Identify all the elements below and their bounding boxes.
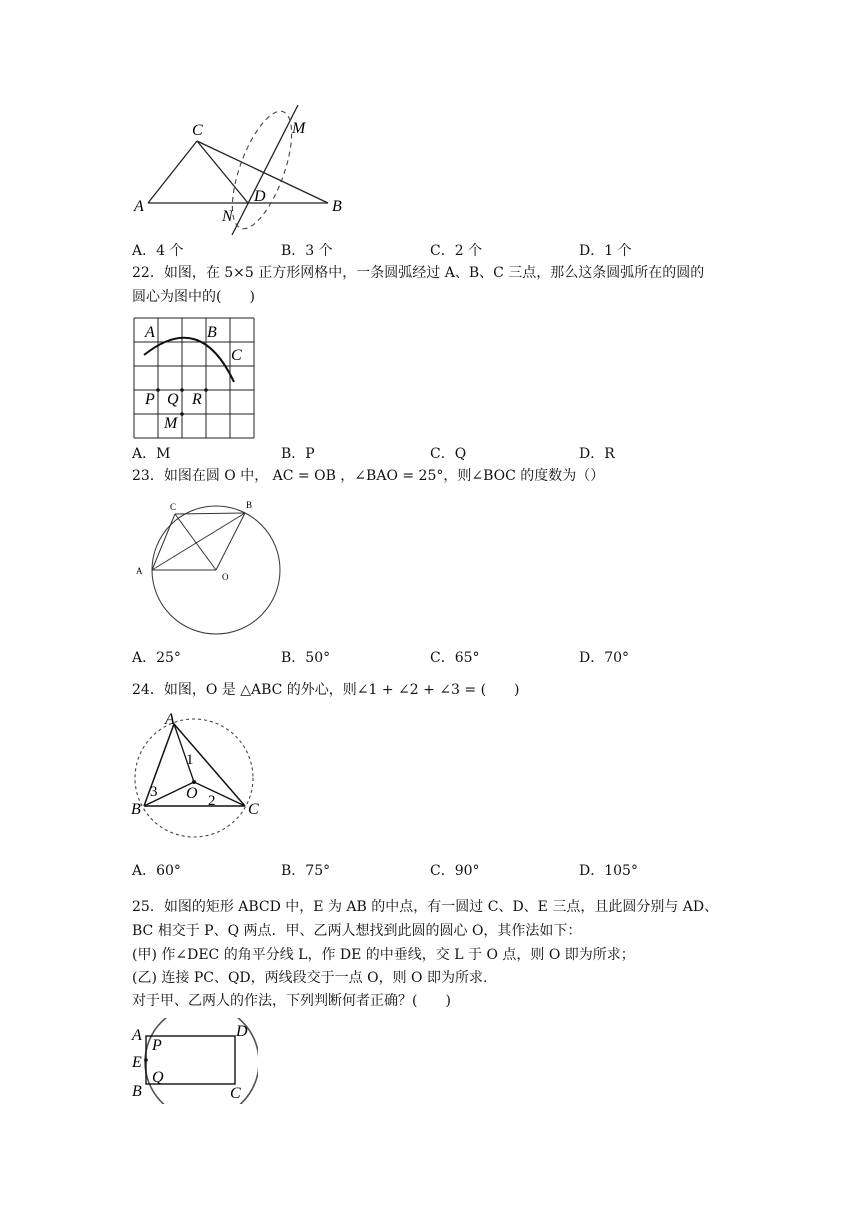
q25-label-p: P: [152, 1037, 162, 1054]
q25-line4: (乙) 连接 PC、QD，两线段交于一点 O，则 O 即为所求.: [132, 970, 488, 986]
q22-option-a: A．M: [132, 446, 171, 462]
q22-label-r: R: [192, 391, 202, 408]
q21-option-c: C．2 个: [430, 243, 483, 259]
q22-label-c: C: [231, 347, 242, 364]
q24-circumcircle-figure: [128, 710, 268, 846]
q25-label-q: Q: [152, 1069, 164, 1086]
q25-label-b: B: [132, 1083, 142, 1100]
q22-label-p: P: [145, 391, 155, 408]
q21-label-n: N: [222, 208, 233, 225]
q25-label-d: D: [236, 1023, 248, 1040]
q21-figure: [120, 95, 360, 245]
q22-option-d: D．R: [579, 446, 615, 462]
q25-label-c: C: [230, 1085, 241, 1102]
q24-option-c: C．90°: [430, 863, 480, 879]
q24-stem: 24．如图，O 是 △ABC 的外心，则∠1 + ∠2 + ∠3 = ( ): [132, 682, 520, 698]
q23-stem: 23．如图在圆 O 中， AC = OB ，∠BAO = 25°，则∠BOC 的度数为（）: [132, 468, 605, 484]
q21-option-a: A．4 个: [132, 243, 184, 259]
q22-stem-line2: 圆心为图中的( ): [132, 289, 255, 305]
q24-label-a: A: [165, 711, 175, 728]
q23-option-d: D．70°: [579, 650, 630, 666]
q22-label-m: M: [164, 415, 178, 432]
q25-line2: BC 相交于 P、Q 两点．甲、乙两人想找到此圆的圆心 O，其作法如下：: [132, 923, 582, 939]
q21-option-b: B．3 个: [281, 243, 333, 259]
q23-option-b: B．50°: [281, 650, 331, 666]
q25-label-e: E: [132, 1054, 142, 1071]
q21-option-d: D．1 个: [579, 243, 632, 259]
q21-label-b: B: [332, 198, 342, 215]
q21-label-d: D: [254, 188, 266, 205]
q22-label-q: Q: [167, 391, 179, 408]
q23-option-c: C．65°: [430, 650, 480, 666]
q25-line1: 25．如图的矩形 ABCD 中，E 为 AB 的中点，有一圆过 C、D、E 三点，且此圆分别与 AD、: [132, 899, 719, 915]
q23-label-o: O: [222, 572, 229, 582]
q23-circle-figure: [128, 496, 288, 640]
q25-line3: (甲) 作∠DEC 的角平分线 L，作 DE 的中垂线，交 L 于 O 点，则 O 即为所求；: [132, 947, 635, 963]
q24-label-1: 1: [186, 752, 194, 768]
q24-label-b: B: [131, 801, 141, 818]
q21-label-c: C: [192, 122, 203, 139]
q22-label-b: B: [207, 324, 217, 341]
q24-label-c: C: [248, 801, 259, 818]
q23-label-b: B: [246, 500, 253, 510]
q21-label-m: M: [292, 120, 306, 137]
q24-label-o: O: [186, 785, 198, 802]
q24-label-2: 2: [208, 793, 216, 809]
q24-option-a: A．60°: [132, 863, 181, 879]
q25-label-a: A: [132, 1027, 142, 1044]
q24-option-b: B．75°: [281, 863, 331, 879]
q22-stem-line1: 22．如图，在 5×5 正方形网格中，一条圆弧经过 A、B、C 三点，那么这条圆弧所在的圆的: [132, 265, 705, 281]
q24-option-d: D．105°: [579, 863, 638, 879]
q23-label-a: A: [136, 566, 143, 576]
q22-label-a: A: [145, 324, 155, 341]
q22-option-c: C．Q: [430, 446, 467, 462]
q23-label-c: C: [170, 502, 177, 512]
q21-label-a: A: [134, 198, 144, 215]
q23-option-a: A．25°: [132, 650, 181, 666]
q22-option-b: B．P: [281, 446, 315, 462]
q25-line5: 对于甲、乙两人的作法，下列判断何者正确？( ): [132, 993, 451, 1009]
q24-label-3: 3: [150, 784, 158, 800]
q25-rectangle-circle-figure: [128, 1018, 258, 1104]
q22-grid-figure: [130, 314, 260, 440]
